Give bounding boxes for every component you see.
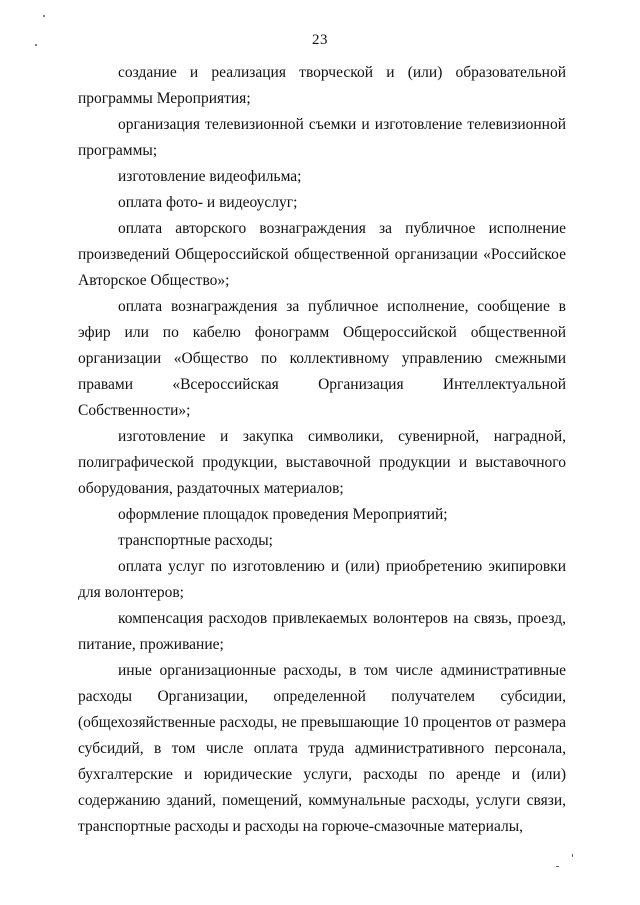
paragraph: создание и реализация творческой и (или) образовательной программы Мероприятия; xyxy=(78,64,566,107)
paragraph: компенсация расходов привлекаемых волонтеров на связь, проезд, питание, проживание; xyxy=(78,610,566,653)
paragraph: изготовление и закупка символики, сувенирной, наградной, полиграфической продукции, выставочной продукции и выставочного оборудования, раздаточных материалов; xyxy=(78,428,566,497)
scan-speck xyxy=(572,854,573,857)
paragraph: транспортные расходы; xyxy=(118,532,273,549)
document-body xyxy=(78,60,566,840)
paragraph: оформление площадок проведения Мероприятий; xyxy=(118,506,448,523)
paragraph: иные организационные расходы, в том числе административные расходы Организации, определенной получателем субсидии, (общехозяйственные расходы, не превышающие 10 процентов от размера субсидий, в том числе оплата труда административного персонала, бухгалтерские и юридические услуги, расходы по аренде и (или) содержанию зданий, помещений, коммунальные расходы, услуги связи, транспортные расходы и расходы на горюче-смазочные материалы, xyxy=(78,662,566,835)
scan-speck xyxy=(556,866,559,867)
paragraph: оплата услуг по изготовлению и (или) приобретению экипировки для волонтеров; xyxy=(78,558,566,601)
page-number: 23 xyxy=(312,32,328,48)
paragraph: оплата авторского вознаграждения за публичное исполнение произведений Общероссийской общественной организации «Российское Авторское Общество»; xyxy=(78,220,566,289)
paragraph: организация телевизионной съемки и изготовление телевизионной программы; xyxy=(78,116,566,159)
paragraph: оплата фото- и видеоуслуг; xyxy=(118,194,298,211)
paragraph: изготовление видеофильма; xyxy=(118,168,302,185)
scan-speck xyxy=(43,15,45,17)
paragraph: оплата вознаграждения за публичное исполнение, сообщение в эфир или по кабелю фонограмм Общероссийской общественной организации «Общество по коллективному управлению смежными правами «Всероссийская Организация Интеллектуальной Собственности»; xyxy=(78,298,566,419)
